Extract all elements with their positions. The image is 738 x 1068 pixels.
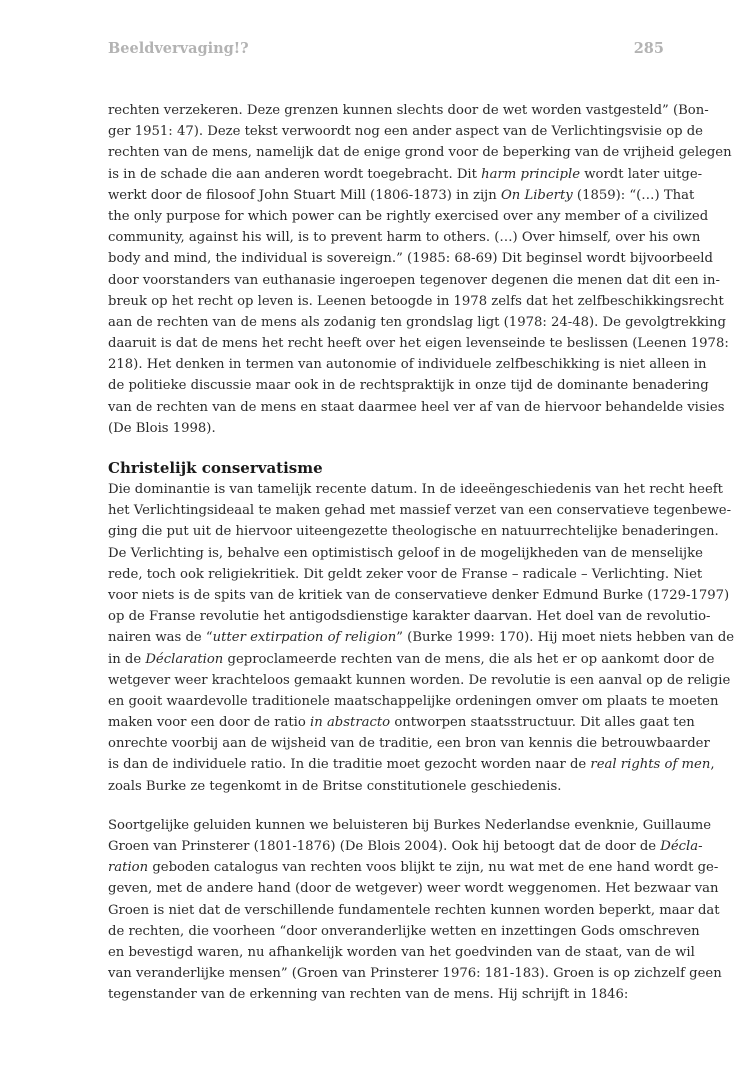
text-segment: rechten van de mens, namelijk dat de enige grond voor de beperking van de vrijheid gelegen — [108, 145, 732, 161]
text-line — [108, 815, 712, 836]
paragraph-gap — [108, 439, 664, 457]
text-segment: door voorstanders van euthanasie ingeroepen tegenover degenen die menen dat dit een in- — [108, 272, 720, 288]
paragraph-gap — [108, 797, 664, 815]
text-line — [108, 963, 722, 984]
text-segment: aan de rechten van de mens als zodanig ten grondslag ligt (1978: 24-48). De gevolgtrekking — [108, 314, 726, 330]
text-segment: ger 1951: 47). Deze tekst verwoordt nog een ander aspect van de Verlichtingsvisie op de — [108, 124, 703, 140]
italic-term: utter extirpation of religion — [212, 630, 397, 646]
text-segment: nairen was de “ — [108, 630, 213, 646]
text-segment: community, against his will, is to prevent harm to others. (…) Over himself, over his own — [108, 230, 701, 246]
text-line — [108, 942, 695, 963]
text-line — [108, 606, 711, 627]
text-segment: onrechte voorbij aan de wijsheid van de traditie, een bron van kennis die betrouwbaarder — [108, 736, 710, 752]
text-segment: rechten verzekeren. Deze grenzen kunnen slechts door de wet worden vastgesteld” (Bon- — [108, 103, 709, 118]
text-line — [108, 670, 731, 691]
italic-term: ration — [108, 860, 149, 876]
text-segment: geproclameerde rechten van de mens, die als het er op aankomt door de — [223, 651, 715, 667]
text-segment: het Verlichtingsideaal te maken gehad met massief verzet van een conservatieve tegenbewe- — [108, 503, 732, 519]
italic-term: harm principle — [481, 166, 581, 182]
text-segment: maken voor een door de ratio — [108, 715, 311, 731]
paragraph-christian-conservatism — [108, 479, 735, 797]
text-line — [108, 227, 701, 248]
text-segment: in de — [108, 651, 146, 667]
text-line — [108, 185, 695, 206]
text-line — [108, 543, 703, 564]
text-segment: breuk op het recht op leven is. Leenen betoogde in 1978 zelfs dat het zelfbeschikkingsrecht — [108, 293, 724, 309]
text-segment: geboden catalogus van rechten voos blijkt te zijn, nu wat met de ene hand wordt ge- — [148, 860, 719, 876]
text-segment: wordt later uitge- — [580, 166, 703, 182]
text-segment: werkt door de filosoof John Stuart Mill (1806-1873) in zijn — [108, 187, 501, 203]
text-segment: van de rechten van de mens en staat daarmee heel ver af van de hiervoor behandelde visies — [108, 399, 725, 415]
text-segment: van veranderlijke mensen” (Groen van Prinsterer 1976: 181-183). Groen is op zichzelf geen — [108, 966, 722, 982]
paragraph-groen-van-prinsterer — [108, 815, 722, 1006]
text-segment: ging die put uit de hiervoor uiteengezette theologische en natuurrechtelijke benaderingen. — [108, 524, 719, 540]
text-line — [108, 312, 726, 333]
text-line — [108, 521, 719, 542]
text-segment: en bevestigd waren, nu afhankelijk worden van het goedvinden van de staat, van de wil — [108, 944, 695, 960]
running-title: Beeldvervaging!? — [108, 40, 249, 57]
text-line — [108, 100, 709, 121]
text-segment: ” (Burke 1999: 170). Hij moet niets hebben van de — [396, 630, 735, 646]
text-line — [108, 500, 732, 521]
text-segment: zoals Burke ze tegenkomt in de Britse constitutionele geschiedenis. — [108, 778, 562, 794]
page-body — [108, 100, 735, 1006]
text-segment: daaruit is dat de mens het recht heeft over het eigen levenseinde te beslissen (Leenen 1978: — [108, 336, 729, 352]
text-segment: de politieke discussie maar ook in de rechtspraktijk in onze tijd de dominante benadering — [108, 378, 709, 394]
italic-term: real rights of men — [590, 757, 711, 773]
text-line — [108, 878, 719, 899]
text-segment: Soortgelijke geluiden kunnen we beluisteren bij Burkes Nederlandse evenknie, Guillaume — [108, 817, 712, 833]
text-line — [108, 627, 735, 648]
text-line — [108, 857, 719, 878]
text-line — [108, 984, 664, 1005]
text-line — [108, 248, 713, 269]
page-number: 285 — [633, 40, 664, 57]
text-line — [108, 712, 695, 733]
text-line — [108, 206, 709, 227]
italic-term: Déclaration — [145, 651, 224, 667]
text-segment: the only purpose for which power can be rightly exercised over any member of a civilized — [108, 208, 709, 224]
text-segment: op de Franse revolutie het antigodsdienstige karakter daarvan. Het doel van de revolutio- — [108, 609, 711, 625]
text-line — [108, 375, 709, 396]
text-line — [108, 354, 707, 375]
italic-term: On Liberty — [500, 187, 573, 203]
text-line — [108, 164, 703, 185]
text-line — [108, 900, 720, 921]
text-line — [108, 649, 715, 670]
text-line — [108, 121, 703, 142]
text-segment: tegenstander van de erkenning van rechten van de mens. Hij schrijft in 1846: — [108, 987, 629, 1003]
text-line — [108, 418, 664, 439]
text-line — [108, 585, 730, 606]
text-line — [108, 836, 703, 857]
text-segment: wetgever weer krachteloos gemaakt kunnen worden. De revolutie is een aanval op de religie — [108, 672, 731, 688]
text-line — [108, 776, 664, 797]
italic-term: Décla- — [660, 839, 703, 854]
text-segment: is in de schade die aan anderen wordt toegebracht. Dit — [108, 166, 482, 182]
text-line — [108, 754, 715, 775]
text-segment: (De Blois 1998). — [108, 420, 216, 436]
text-segment: body and mind, the individual is sovereign.” (1985: 68-69) Dit beginsel wordt bijvoorbeeld — [108, 251, 713, 267]
text-line — [108, 270, 720, 291]
text-line — [108, 921, 700, 942]
italic-term: in abstracto — [310, 715, 391, 731]
text-segment: rede, toch ook religiekritiek. Dit geldt zeker voor de Franse – radicale – Verlichting. Niet — [108, 566, 703, 582]
text-segment: 218). Het denken in termen van autonomie of individuele zelfbeschikking is niet alleen in — [108, 357, 707, 373]
text-segment: De Verlichting is, behalve een optimistisch geloof in de mogelijkheden van de menselijke — [108, 545, 703, 561]
text-segment: voor niets is de spits van de kritiek van de conservatieve denker Edmund Burke (1729-1797) — [108, 587, 730, 603]
text-segment: de rechten, die voorheen “door onveranderlijke wetten en inzettingen Gods omschreven — [108, 923, 700, 939]
text-segment: , — [710, 757, 715, 773]
text-segment: (1859): “(…) That — [572, 187, 695, 203]
text-segment: en gooit waardevolle traditionele maatschappelijke ordeningen omver om plaats te moeten — [108, 693, 719, 709]
running-header — [108, 40, 664, 62]
text-line — [108, 691, 719, 712]
text-line — [108, 333, 729, 354]
text-segment: Groen van Prinsterer (1801-1876) (De Blois 2004). Ook hij betoogt dat de door de — [108, 839, 661, 854]
text-segment: ontworpen staatsstructuur. Dit alles gaat ten — [390, 715, 695, 731]
text-line — [108, 291, 724, 312]
text-line — [108, 142, 732, 163]
paragraph-autonomy — [108, 100, 732, 439]
text-line — [108, 479, 723, 500]
text-line — [108, 397, 725, 418]
text-line — [108, 733, 710, 754]
text-segment: Groen is niet dat de verschillende fundamentele rechten kunnen worden beperkt, maar dat — [108, 902, 720, 918]
text-segment: Die dominantie is van tamelijk recente datum. In de ideeëngeschiedenis van het recht heeft — [108, 482, 723, 497]
text-segment: geven, met de andere hand (door de wetgever) weer wordt weggenomen. Het bezwaar van — [108, 881, 719, 897]
section-heading: Christelijk conservatisme — [108, 459, 323, 477]
text-segment: is dan de individuele ratio. In die traditie moet gezocht worden naar de — [108, 757, 591, 773]
text-line — [108, 564, 703, 585]
